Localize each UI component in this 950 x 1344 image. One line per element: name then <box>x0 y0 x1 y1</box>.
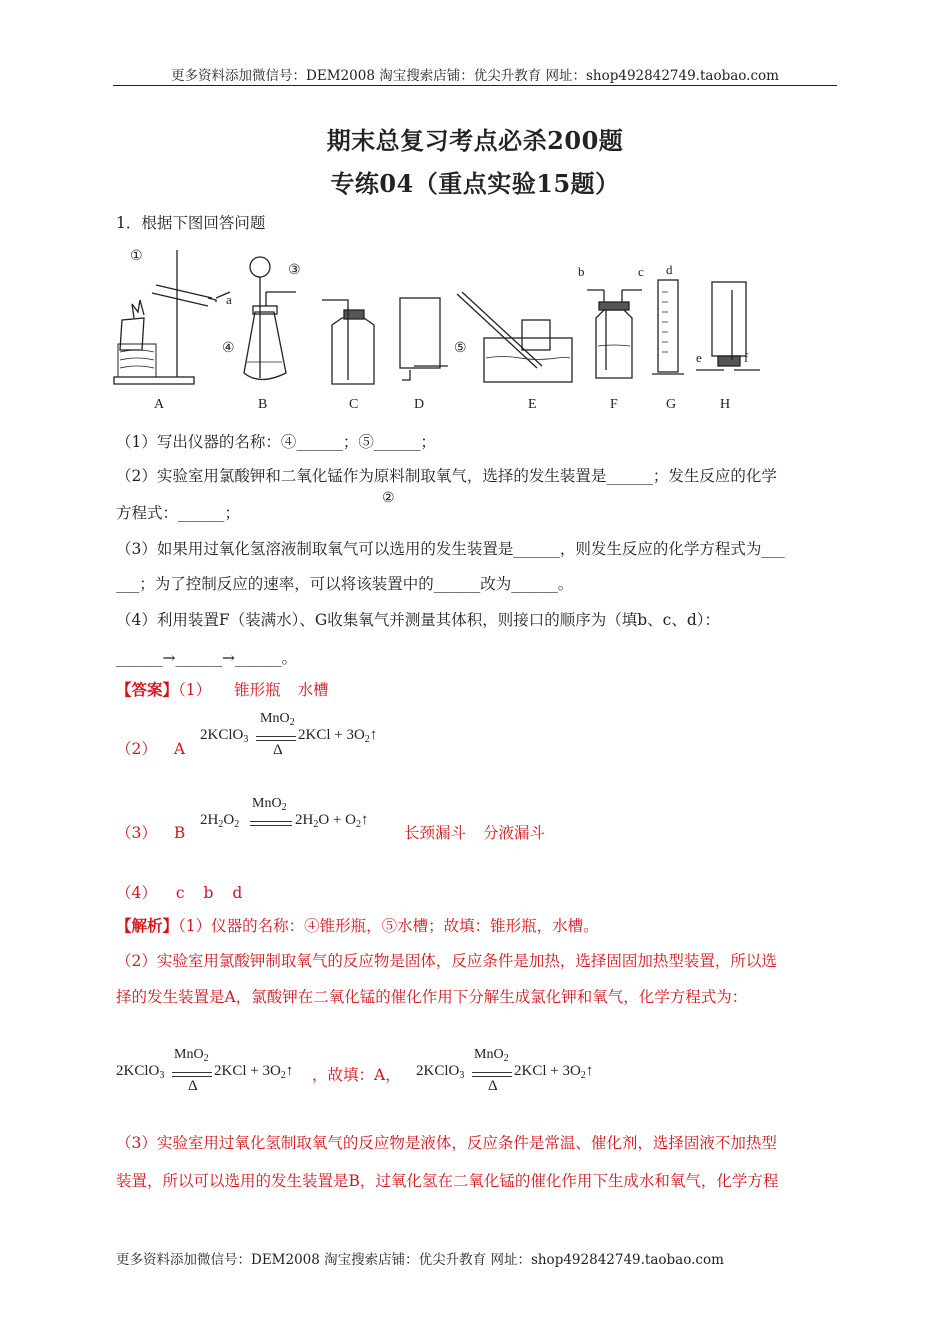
analysis-part-1: （1）仪器的名称：④锥形瓶，⑤水槽；故填：锥形瓶，水槽。 <box>178 917 599 935</box>
label-circle-5: ⑤ <box>454 341 467 356</box>
question-stem: 1．根据下图回答问题 <box>116 214 266 232</box>
label-port-f: f <box>744 350 749 365</box>
equation-kclo3-analysis-1: 2KClO$_3$ MnO$_2$ Δ $2KCl + 3O_2↑$ <box>116 1047 294 1094</box>
page-header: 更多资料添加微信号：DEM2008 淘宝搜索店铺：优尖升教育 网址：shop492842749.taobao.com <box>171 68 779 84</box>
label-port-e: e <box>696 350 702 365</box>
analysis-line-1 <box>116 914 599 936</box>
label-port-b: b <box>578 264 585 279</box>
label-port-d: d <box>666 262 673 277</box>
label-apparatus-a: A <box>154 397 165 412</box>
analysis-part-3a: （3）实验室用过氧化氢制取氧气的反应物是液体，反应条件是常温、催化剂，选择固液不加热型 <box>116 1134 777 1152</box>
apparatus-a <box>114 250 230 384</box>
equation-kclo3-analysis-2: 2KClO$_3$ MnO$_2$ Δ $2KCl + 3O_2↑$ <box>416 1047 594 1094</box>
equation-kclo3-answer: 2KClO$_3$ MnO$_2$ Δ $2KCl + 3O_2↑$ <box>200 711 378 758</box>
apparatus-e <box>457 292 572 382</box>
answer-3-items <box>404 821 545 843</box>
answer-3-num: （3） <box>116 824 157 842</box>
label-apparatus-d: D <box>414 397 425 412</box>
apparatus-h <box>696 282 760 370</box>
label-apparatus-e: E <box>528 397 537 412</box>
page-title: 期末总复习考点必杀200题 <box>326 126 624 155</box>
apparatus-d <box>400 298 448 380</box>
label-circle-1: ① <box>130 249 143 264</box>
answer-3-letter: B <box>173 824 186 842</box>
analysis-tag: 【解析】 <box>116 916 179 935</box>
label-apparatus-f: F <box>610 397 618 412</box>
answer-3-item-1: 长颈漏斗 <box>404 824 467 842</box>
answer-4-item-1: c <box>175 884 185 902</box>
label-apparatus-g: G <box>666 397 677 412</box>
analysis-part-3b: 装置，所以可以选用的发生装置是B，过氧化氢在二氧化锰的催化作用下生成水和氧气，化学方程 <box>116 1172 779 1190</box>
analysis-part-2b: 择的发生装置是A，氯酸钾在二氧化锰的催化作用下分解生成氯化钾和氧气，化学方程式为： <box>116 988 748 1006</box>
question-part-2a: （2）实验室用氯酸钾和二氧化锰作为原料制取氧气，选择的发生装置是______；发生反应的化学 <box>116 467 777 485</box>
question-part-3b: ___；为了控制反应的速率，可以将该装置中的______改为______。 <box>116 575 574 593</box>
answer-2-letter: A <box>173 740 186 758</box>
label-apparatus-c: C <box>349 397 359 412</box>
header-rule <box>113 85 837 86</box>
apparatus-g <box>652 280 684 374</box>
answer-line-4 <box>116 881 242 903</box>
answer-4-item-3: d <box>232 884 243 902</box>
label-circle-2: ② <box>382 491 395 506</box>
answer-1-num: （1） <box>178 681 212 699</box>
question-part-2b: 方程式：______； <box>116 504 241 522</box>
label-circle-3: ③ <box>288 263 301 278</box>
answer-tag: 【答案】 <box>116 680 179 699</box>
apparatus-c <box>322 300 374 384</box>
question-part-4b: ______→______→______。 <box>116 649 297 667</box>
question-part-1: （1）写出仪器的名称：④______；⑤______； <box>116 433 436 451</box>
answer-3-item-2: 分液漏斗 <box>482 824 545 842</box>
question-part-4a: （4）利用装置F（装满水）、G收集氧气并测量其体积，则接口的顺序为（填b、c、d）： <box>116 611 721 629</box>
answer-4-num: （4） <box>116 884 157 902</box>
answer-1-item-1: 锥形瓶 <box>234 681 281 699</box>
analysis-part-2a: （2）实验室用氯酸钾制取氧气的反应物是固体，反应条件是加热，选择固固加热型装置，所以选 <box>116 952 777 970</box>
label-circle-4: ④ <box>222 341 235 356</box>
answer-line-1 <box>116 678 329 700</box>
page-footer: 更多资料添加微信号：DEM2008 淘宝搜索店铺：优尖升教育 网址：shop492842749.taobao.com <box>116 1252 724 1268</box>
label-apparatus-b: B <box>258 397 268 412</box>
page-subtitle: 专练04（重点实验15题） <box>330 169 620 198</box>
answer-2-num: （2） <box>116 740 157 758</box>
answer-line-3 <box>116 821 185 843</box>
answer-4-item-2: b <box>203 884 214 902</box>
answer-line-2 <box>116 737 185 759</box>
label-port-c: c <box>638 264 644 279</box>
question-part-3a: （3）如果用过氧化氢溶液制取氧气可以选用的发生装置是______，则发生反应的化学方程式为___ <box>116 540 785 558</box>
apparatus-f <box>587 290 642 378</box>
equation-h2o2-answer: $2H_2O_2$ MnO$_2$ $2H_2O$ + $O_2↑$ <box>200 796 369 830</box>
answer-1-item-2: 水槽 <box>297 681 329 699</box>
label-apparatus-h: H <box>720 397 731 412</box>
label-port-a: a <box>226 292 232 307</box>
analysis-mid-text: ，故填：A， <box>312 1066 401 1084</box>
